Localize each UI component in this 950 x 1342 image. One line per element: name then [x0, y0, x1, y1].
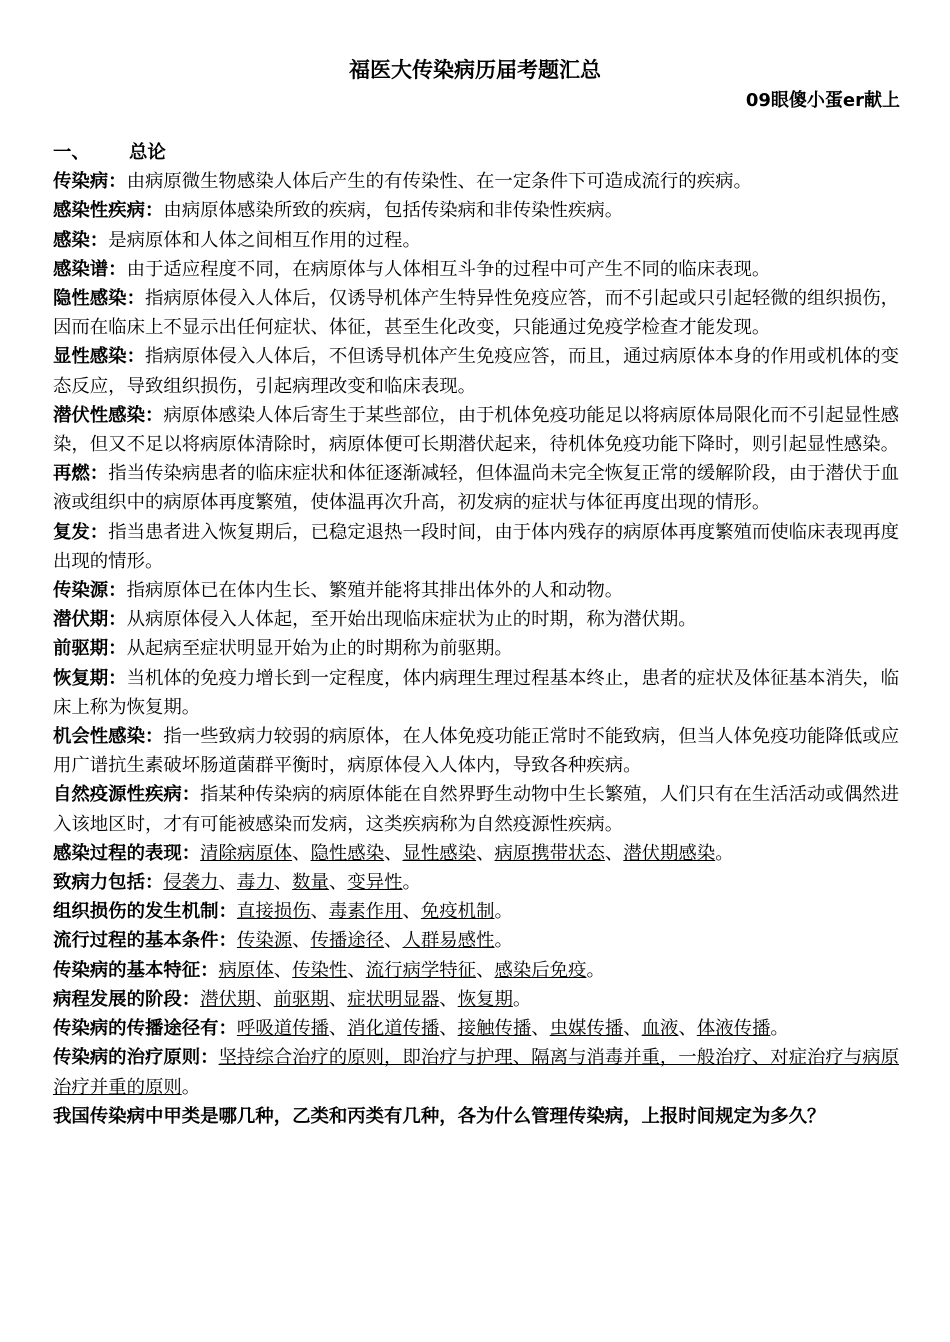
definition-term: 自然疫源性疾病： [53, 784, 201, 806]
definition-entry [53, 459, 901, 517]
terminator: 。 [494, 901, 513, 923]
definition-text: 指病原体侵入人体后，仅诱导机体产生特异性免疫应答，而不引起或只引起轻微的组织损伤，因而在临床上不显示出任何症状、体征，甚至生化改变，只能通过免疫学检查才能发现。 [53, 288, 899, 339]
enumeration-item: 病原携带状态 [494, 842, 605, 864]
definition-text: 指某种传染病的病原体能在自然界野生动物中生长繁殖，人们只有在生活活动或偶然进入该地区时，才有可能被感染而发病，这类疾病称为自然疫源性疾病。 [53, 784, 899, 835]
separator: 、 [384, 842, 403, 864]
separator: 、 [328, 988, 348, 1010]
definition-text: 是病原体和人体之间相互作用的过程。 [108, 229, 421, 251]
enumeration-item: 毒力 [236, 872, 274, 894]
definition-entry [53, 284, 901, 342]
definition-text: 从病原体侵入人体起，至开始出现临床症状为止的时期，称为潜伏期。 [126, 609, 697, 631]
terminator: 。 [512, 988, 532, 1010]
definition-term: 感染： [53, 229, 109, 251]
definition-term: 传染源： [53, 580, 127, 602]
enumeration-item: 消化道传播 [347, 1018, 440, 1040]
definition-entry [53, 401, 901, 459]
separator: 、 [678, 1018, 697, 1040]
separator: 、 [328, 1018, 348, 1040]
enumeration-item: 显性感染 [402, 842, 477, 864]
separator: 、 [531, 1018, 550, 1040]
definition-text: 由病原微生物感染人体后产生的有传染性、在一定条件下可造成流行的疾病。 [126, 171, 752, 193]
enumeration-item: 潜伏期感染 [623, 842, 716, 864]
definition-text: 指病原体侵入人体后，不但诱导机体产生免疫应答，而且，通过病原体本身的作用或机体的变态反应，导致组织损伤，引起病理改变和临床表现。 [53, 346, 899, 397]
enumeration-entry [53, 897, 901, 926]
separator: 、 [273, 872, 293, 894]
enumeration-item: 病原体 [218, 959, 274, 981]
separator: 、 [292, 930, 311, 952]
treatment-text: 坚持综合治疗的原则，即治疗与护理、隔离与消毒并重，一般治疗、对症治疗与病原治疗并重的原则 [53, 1047, 899, 1098]
enumerations-list [53, 839, 901, 1043]
definition-text: 由病原体感染所致的疾病，包括传染病和非传染性疾病。 [163, 200, 624, 222]
section-title: 总论 [129, 142, 166, 163]
definition-entry [53, 255, 901, 284]
enumeration-item: 直接损伤 [236, 901, 311, 923]
enumeration-item: 清除病原体 [200, 842, 293, 864]
separator: 、 [439, 1018, 458, 1040]
definition-entry [53, 780, 901, 838]
enumeration-item: 体液传播 [696, 1018, 771, 1040]
separator: 、 [273, 959, 293, 981]
definition-entry [53, 518, 901, 576]
enumeration-entry [53, 1014, 901, 1043]
enumeration-entry [53, 839, 901, 868]
definition-text: 当机体的免疫力增长到一定程度，体内病理生理过程基本终止，患者的症状及体征基本消失，临床上称为恢复期。 [53, 667, 899, 718]
definition-term: 再燃： [53, 463, 109, 485]
separator: 、 [476, 959, 495, 981]
enumeration-item: 症状明显器 [347, 988, 440, 1010]
enumeration-entry [53, 868, 901, 897]
terminator: 。 [402, 872, 421, 894]
enumeration-item: 传染源 [236, 930, 293, 952]
definition-entry [53, 576, 901, 605]
definition-term: 潜伏期： [53, 609, 127, 631]
separator: 、 [310, 901, 329, 923]
terminator: 。 [770, 1018, 789, 1040]
separator: 、 [255, 988, 274, 1010]
separator: 、 [623, 1018, 642, 1040]
terminator: 。 [494, 930, 513, 952]
enumeration-item: 数量 [292, 872, 329, 894]
definition-term: 前驱期： [53, 638, 127, 660]
enumeration-item: 感染后免疫 [494, 959, 587, 981]
section-heading [53, 138, 901, 167]
separator: 、 [402, 901, 421, 923]
definition-term: 传染病： [53, 171, 127, 193]
document-title: 福医大传染病历届考题汇总 [349, 58, 601, 82]
definition-text: 由于适应程度不同，在病原体与人体相互斗争的过程中可产生不同的临床表现。 [126, 258, 771, 280]
definition-term: 感染性疾病： [53, 200, 164, 222]
enumeration-term: 病程发展的阶段： [53, 988, 201, 1010]
treatment-principle [53, 1043, 901, 1101]
enumeration-item: 侵袭力 [163, 872, 219, 894]
separator: 、 [439, 988, 458, 1010]
enumeration-item: 人群易感性 [402, 930, 495, 952]
enumeration-item: 毒素作用 [328, 901, 403, 923]
definition-term: 机会性感染： [53, 726, 164, 748]
definition-term: 隐性感染： [53, 288, 145, 310]
enumeration-item: 血液 [641, 1018, 679, 1040]
enumeration-item: 变异性 [347, 872, 403, 894]
enumeration-item: 恢复期 [457, 988, 513, 1010]
enumeration-item: 流行病学特征 [365, 959, 477, 981]
definition-entry [53, 167, 901, 196]
definition-entry [53, 634, 901, 663]
definition-term: 显性感染： [53, 346, 145, 368]
definitions-list [53, 167, 901, 839]
terminator: 。 [586, 959, 605, 981]
enumeration-item: 免疫机制 [420, 901, 495, 923]
definition-text: 从起病至症状明显开始为止的时期称为前驱期。 [126, 638, 513, 660]
definition-text: 指当传染病患者的临床症状和体征逐渐减轻，但体温尚未完全恢复正常的缓解阶段，由于潜伏于血液或组织中的病原体再度繁殖，使体温再次升高，初发病的症状与体征再度出现的情形。 [53, 463, 899, 514]
enumeration-entry [53, 926, 901, 955]
enumeration-item: 虫媒传播 [549, 1018, 624, 1040]
definition-entry [53, 664, 901, 722]
definition-text: 指一些致病力较弱的病原体，在人体免疫功能正常时不能致病，但当人体免疫功能降低或应用广谱抗生素破坏肠道菌群平衡时，病原体侵入人体内，导致各种疾病。 [53, 726, 899, 777]
separator: 、 [476, 842, 495, 864]
enumeration-item: 前驱期 [273, 988, 329, 1010]
separator: 、 [292, 842, 311, 864]
separator: 、 [384, 930, 403, 952]
definition-entry [53, 196, 901, 225]
document-author: 09眼傻小蛋er献上 [745, 90, 900, 111]
enumeration-item: 隐性感染 [310, 842, 385, 864]
separator: 、 [604, 842, 624, 864]
enumeration-term: 感染过程的表现： [53, 842, 201, 864]
enumeration-item: 传播途径 [310, 930, 385, 952]
definition-term: 感染谱： [53, 258, 127, 280]
section-number: 一、 [53, 142, 90, 163]
separator: 、 [328, 872, 348, 894]
definition-term: 潜伏性感染： [53, 404, 164, 426]
enumeration-term: 传染病的传播途径有： [53, 1018, 237, 1040]
definition-entry [53, 226, 901, 255]
enumeration-term: 组织损伤的发生机制： [53, 901, 237, 923]
enumeration-term: 致病力包括： [53, 872, 164, 894]
enumeration-term: 传染病的基本特征： [53, 959, 219, 981]
enumeration-entry [53, 956, 901, 985]
definition-entry [53, 342, 901, 400]
definition-text: 病原体感染人体后寄生于某些部位，由于机体免疫功能足以将病原体局限化而不引起显性感染，但又不足以将病原体清除时，病原体便可长期潜伏起来，待机体免疫功能下降时，则引起显性感染。 [53, 404, 899, 456]
treatment-terminator: 。 [181, 1076, 201, 1098]
definition-term: 恢复期： [53, 667, 127, 689]
separator: 、 [347, 959, 366, 981]
definition-entry [53, 722, 901, 780]
enumeration-item: 接触传播 [457, 1018, 532, 1040]
enumeration-entry [53, 985, 901, 1014]
enumeration-item: 传染性 [292, 959, 348, 981]
enumeration-term: 流行过程的基本条件： [53, 930, 237, 952]
definition-text: 指病原体已在体内生长、繁殖并能将其排出体外的人和动物。 [126, 580, 624, 602]
definition-entry [53, 605, 901, 634]
enumeration-item: 潜伏期 [200, 988, 256, 1010]
separator: 、 [218, 872, 237, 894]
definition-text: 指当患者进入恢复期后，已稳定退热一段时间，由于体内残存的病原体再度繁殖而使临床表现再度出现的情形。 [53, 521, 899, 572]
terminator: 。 [715, 842, 734, 864]
exam-question: 我国传染病中甲类是哪几种，乙类和丙类有几种，各为什么管理传染病，上报时间规定为多久？ [53, 1105, 826, 1127]
enumeration-item: 呼吸道传播 [236, 1018, 329, 1040]
treatment-term: 传染病的治疗原则： [53, 1047, 219, 1069]
document-body [53, 138, 901, 1131]
definition-term: 复发： [53, 521, 109, 543]
